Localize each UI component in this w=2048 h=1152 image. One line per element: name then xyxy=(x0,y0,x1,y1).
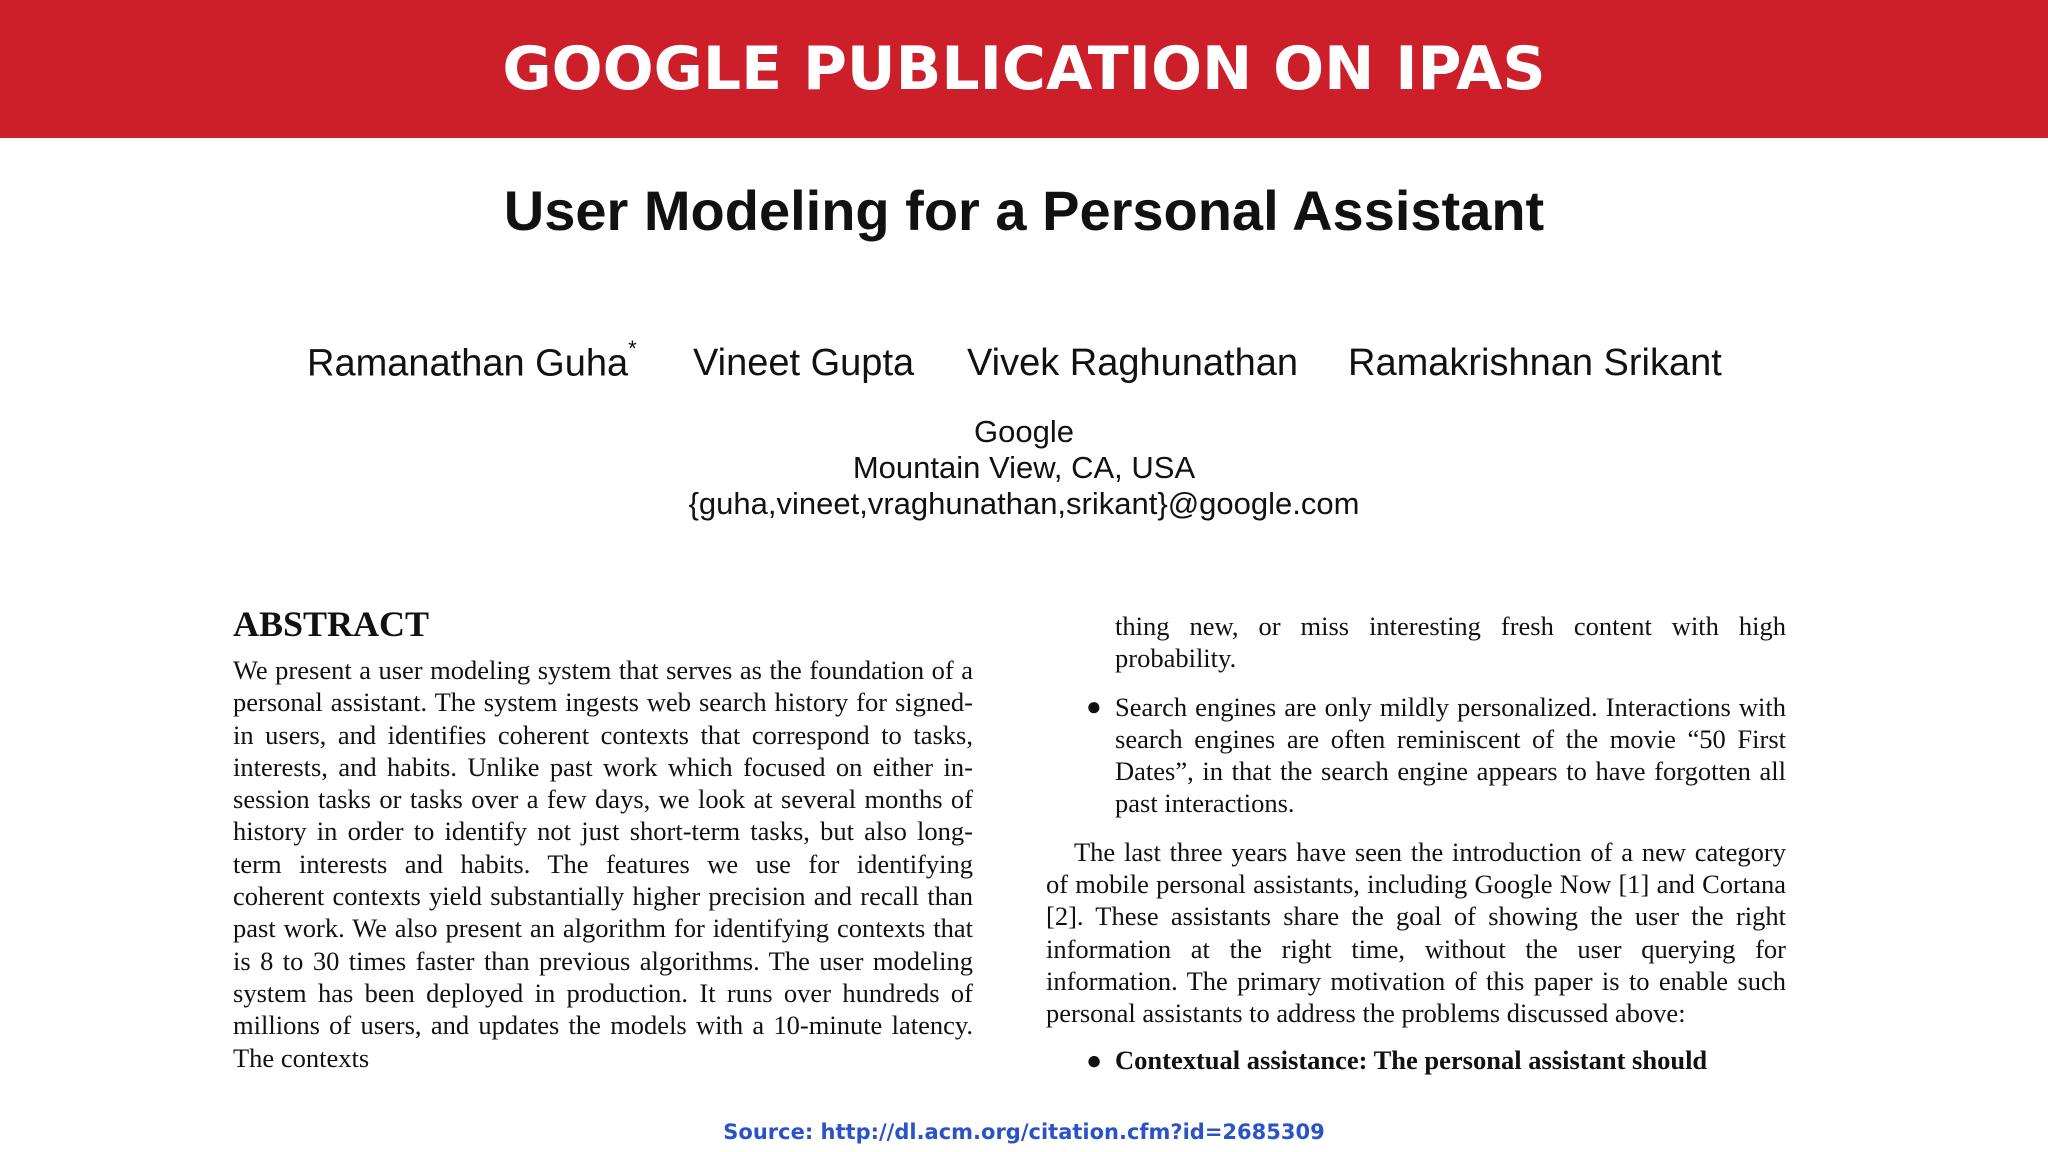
affiliation-org: Google xyxy=(974,414,1074,449)
bullet-icon: ● xyxy=(1086,691,1102,721)
bullet-item xyxy=(1046,691,1786,820)
affiliation-emails: {guha,vineet,vraghunathan,srikant}@google.com xyxy=(688,486,1360,521)
author-1 xyxy=(307,336,637,386)
slide-title: GOOGLE PUBLICATION ON IPAS xyxy=(502,34,1546,104)
bullet-text: Search engines are only mildly personalized. Interactions with search engines are often reminiscent of the movie “50 First Dates”, in that the search engine appears to have forgotten all past interactions. xyxy=(1115,691,1786,819)
abstract-heading: ABSTRACT xyxy=(233,604,430,644)
continued-text: thing new, or miss interesting fresh content with high probability. xyxy=(1115,611,1786,674)
slide-banner xyxy=(0,0,2048,138)
author-list xyxy=(0,336,2048,398)
author-2: Vineet Gupta xyxy=(693,342,915,384)
cut-off-text: Contextual assistance: The personal assistant should xyxy=(1115,1044,1708,1075)
author-name: Ramanathan Guha xyxy=(307,342,629,385)
cut-off-bullet xyxy=(1046,1044,1786,1076)
body-paragraph: The last three years have seen the introduction of a new category of mobile personal assistants, including Google Now [1] and Cortana [2]. These assistants share the goal of showing the user the right information at the right time, without the user querying for information. The primary motivation of this paper is to enable such personal assistants to address the problems discussed above: xyxy=(1046,836,1786,1029)
abstract-text: We present a user modeling system that serves as the foundation of a personal assistant. The system ingests web search history for signed-in users, and identifies coherent contexts that correspond to tasks, interests, and habits. Unlike past work which focused on either in-session tasks or tasks over a few days, we look at several months of history in order to identify not just short-term tasks, but also long-term interests and habits. The features we use for identifying coherent contexts yield substantially higher precision and recall than past work. We also present an algorithm for identifying contexts that is 8 to 30 times faster than previous algorithms. The user modeling system has been deployed in production. It runs over hundreds of millions of users, and updates the models with a 10-minute latency. The contexts xyxy=(233,655,973,1073)
source-link[interactable]: Source: http://dl.acm.org/citation.cfm?id=2685309 xyxy=(723,1120,1325,1144)
author-3: Vivek Raghunathan xyxy=(967,342,1298,384)
affiliation-block xyxy=(0,414,2048,522)
author-4: Ramakrishnan Srikant xyxy=(1348,342,1722,384)
bullet-icon: ● xyxy=(1086,1044,1103,1075)
paper-title: User Modeling for a Personal Assistant xyxy=(503,179,1545,242)
left-column xyxy=(233,600,973,1102)
affiliation-location: Mountain View, CA, USA xyxy=(852,450,1196,485)
author-footnote-mark: * xyxy=(628,336,637,361)
right-column xyxy=(1046,600,1786,1102)
